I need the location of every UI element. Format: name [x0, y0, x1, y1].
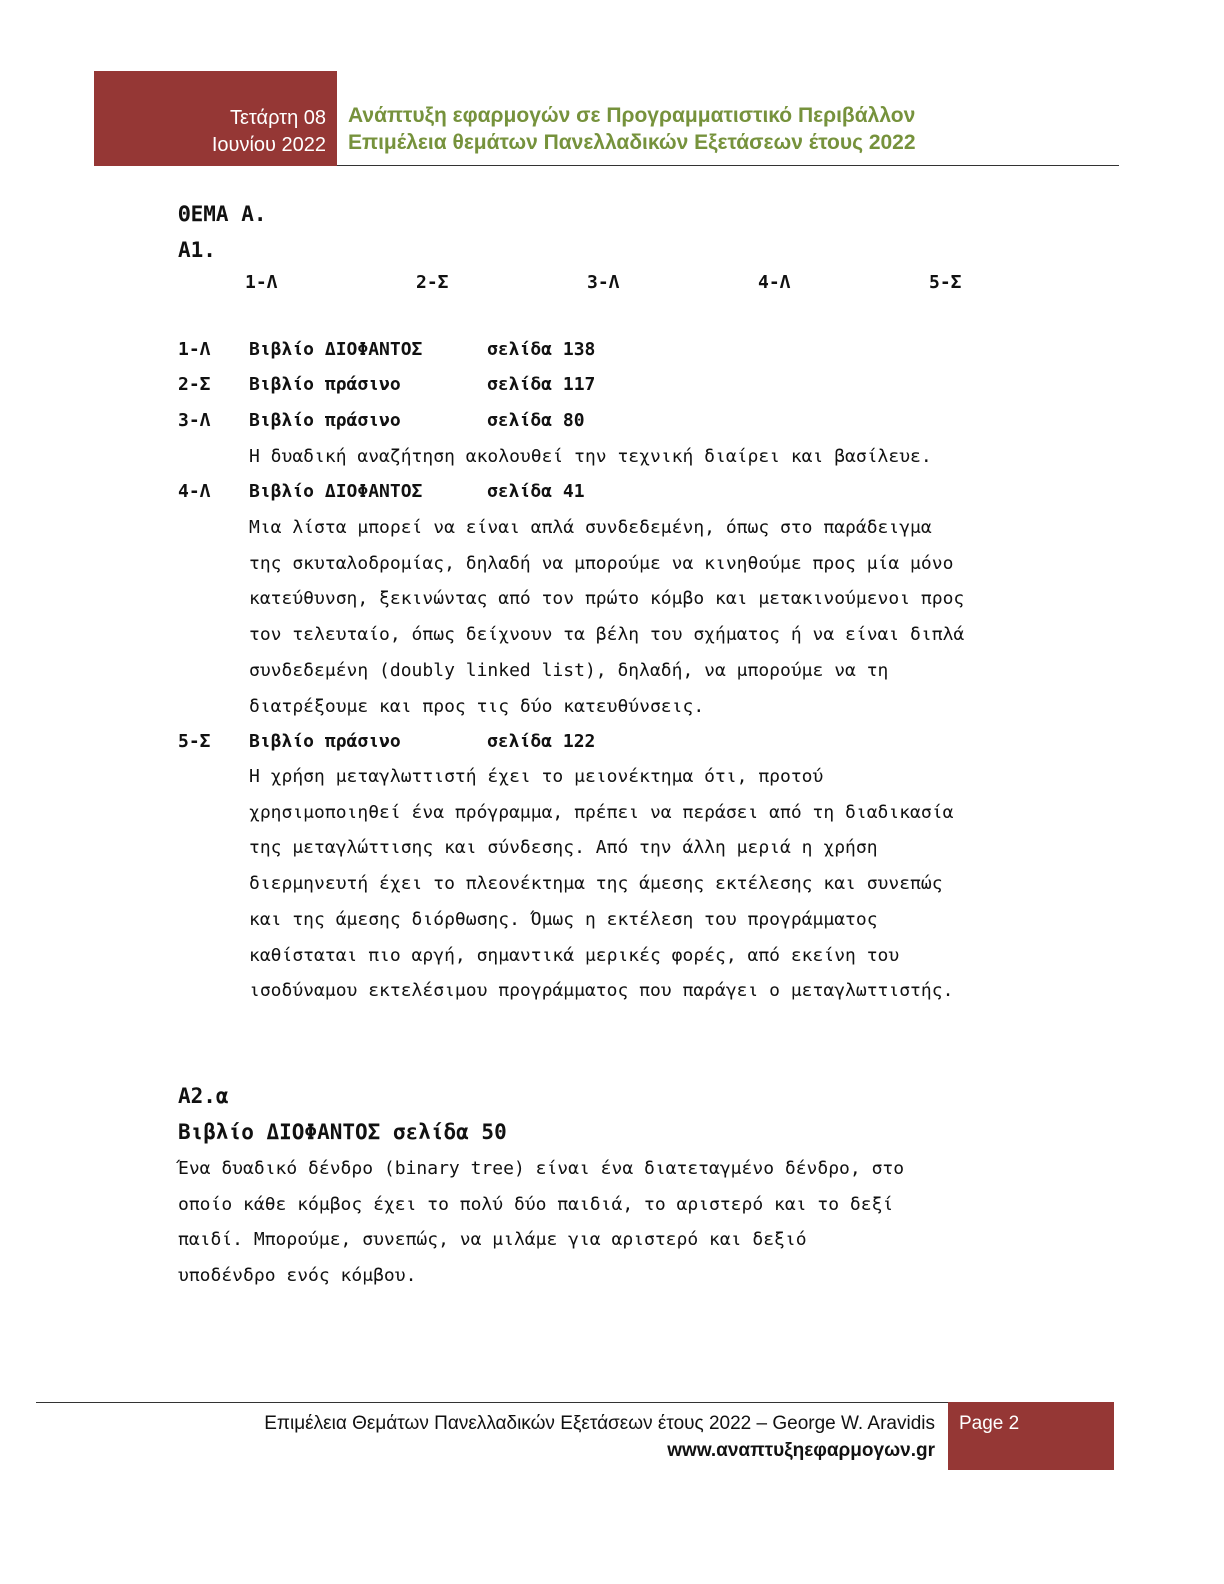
paragraph-line: και της άμεσης διόρθωσης. Όμως η εκτέλεση του προγράμματος — [249, 908, 878, 930]
answer-item: 4-Λ — [758, 272, 791, 293]
header-date-line2: Ιουνίου 2022 — [211, 134, 326, 156]
footer-url[interactable]: www.αναπτυξηεφαρμογων.gr — [667, 1440, 935, 1461]
paragraph-line: της σκυταλοδρομίας, δηλαδή να μπορούμε να κινηθούμε προς μία μόνο — [249, 552, 954, 574]
paragraph-line: Η δυαδική αναζήτηση ακολουθεί την τεχνική διαίρει και βασίλευε. — [249, 446, 932, 467]
ref-3-explanation — [249, 439, 932, 475]
paragraph-line: Η χρήση μεταγλωττιστή έχει το μειονέκτημα ότι, προτού — [249, 766, 824, 787]
answer-item: 1-Λ — [245, 272, 278, 293]
paragraph-line: Ένα δυαδικό δένδρο (binary tree) είναι ένα διατεταγμένο δένδρο, στο — [178, 1158, 905, 1179]
header-divider — [337, 165, 1119, 166]
paragraph-line: υποδένδρο ενός κόμβου. — [178, 1265, 417, 1287]
ref-book: Βιβλίο ΔΙΟΦΑΝΤΟΣ — [249, 339, 423, 360]
a2a-source: Βιβλίο ΔΙΟΦΑΝΤΟΣ σελίδα 50 — [178, 1120, 507, 1144]
header-date-box — [94, 71, 337, 166]
a2a-heading: Α2.α — [178, 1084, 229, 1108]
ref-page: σελίδα 80 — [487, 410, 585, 431]
paragraph-line: κατεύθυνση, ξεκινώντας από τον πρώτο κόμβο και μετακινούμενοι προς — [249, 588, 965, 610]
answer-item: 2-Σ — [416, 272, 449, 293]
ref-label: 1-Λ — [178, 339, 211, 360]
ref-book: Βιβλίο ΔΙΟΦΑΝΤΟΣ — [249, 481, 423, 502]
ref-label: 2-Σ — [178, 374, 211, 395]
paragraph-line: συνδεδεμένη (doubly linked list), δηλαδή, να μπορούμε να τη — [249, 659, 889, 681]
paragraph-line: διατρέξουμε και προς τις δύο κατευθύνσεις. — [249, 695, 705, 717]
footer-credit: Επιμέλεια Θεμάτων Πανελλαδικών Εξετάσεων έτους 2022 – George W. Aravidis — [264, 1413, 935, 1434]
ref-page: σελίδα 117 — [487, 374, 596, 395]
ref-book: Βιβλίο πράσινο — [249, 410, 401, 431]
paragraph-line: της μεταγλώττισης και σύνδεσης. Από την άλλη μεριά η χρήση — [249, 837, 878, 859]
paragraph-line: οποίο κάθε κόμβος έχει το πολύ δύο παιδιά, το αριστερό και το δεξί — [178, 1193, 894, 1215]
ref-label: 3-Λ — [178, 410, 211, 431]
ref-page: σελίδα 138 — [487, 339, 596, 360]
ref-book: Βιβλίο πράσινο — [249, 374, 401, 395]
paragraph-line: χρησιμοποιηθεί ένα πρόγραμμα, πρέπει να περάσει από τη διαδικασία — [249, 801, 954, 823]
paragraph-line: ισοδύναμου εκτελέσιμου προγράμματος που παράγει ο μεταγλωττιστής. — [249, 980, 954, 1002]
paragraph-line: παιδί. Μπορούμε, συνεπώς, να μιλάμε για αριστερό και δεξιό — [178, 1229, 807, 1251]
ref-5-explanation — [249, 759, 953, 1009]
ref-page: σελίδα 122 — [487, 731, 596, 752]
a1-heading: Α1. — [178, 238, 216, 262]
page-number-box — [948, 1402, 1114, 1470]
section-title: ΘΕΜΑ Α. — [178, 202, 267, 226]
paragraph-line: τον τελευταίο, όπως δείχνουν τα βέλη του σχήματος ή να είναι διπλά — [249, 624, 965, 646]
header-title-line1: Ανάπτυξη εφαρμογών σε Προγραμματιστικό Περιβάλλον — [348, 104, 916, 127]
page-number: Page 2 — [959, 1413, 1020, 1434]
ref-label: 4-Λ — [178, 481, 211, 502]
header-date-line1: Τετάρτη 08 — [229, 107, 326, 129]
paragraph-line: καθίσταται πιο αργή, σημαντικά μερικές φορές, από εκείνη του — [249, 944, 900, 966]
ref-page: σελίδα 41 — [487, 481, 585, 502]
ref-book: Βιβλίο πράσινο — [249, 731, 401, 752]
ref-4-explanation — [249, 510, 964, 724]
header-title-line2: Επιμέλεια θεμάτων Πανελλαδικών Εξετάσεων έτους 2022 — [348, 131, 916, 154]
answer-item: 5-Σ — [929, 272, 962, 293]
footer-text — [264, 1410, 935, 1464]
ref-label: 5-Σ — [178, 731, 211, 752]
footer-divider — [36, 1402, 948, 1403]
paragraph-line: Μια λίστα μπορεί να είναι απλά συνδεδεμένη, όπως στο παράδειγμα — [249, 517, 932, 538]
answer-item: 3-Λ — [587, 272, 620, 293]
paragraph-line: διερμηνευτή έχει το πλεονέκτημα της άμεσης εκτέλεσης και συνεπώς — [249, 873, 943, 895]
header-title — [348, 102, 916, 156]
a2a-paragraph — [178, 1151, 904, 1294]
